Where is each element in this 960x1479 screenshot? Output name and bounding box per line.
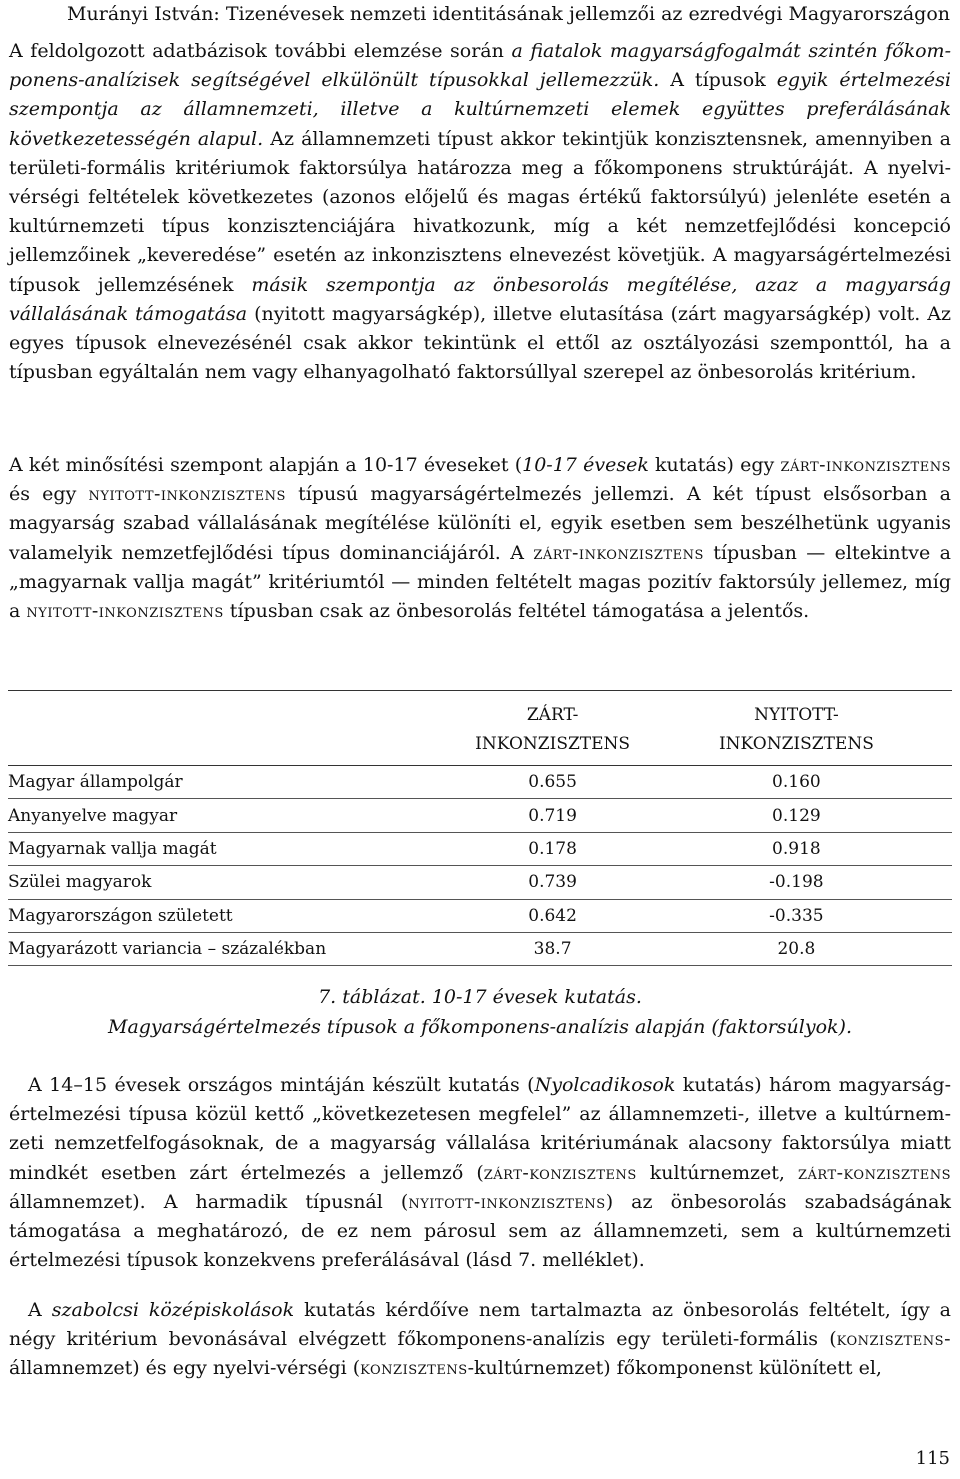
para3-text: A 14–15 évesek országos mintáján készült kutatás ( [28,1074,535,1096]
para4-study-name: szabolcsi középiskolások [51,1299,295,1321]
table-row [8,899,952,932]
caption-line-2: Magyarságértelmezés típusok a főkomponens-analízis alapján (faktorsúlyok). [107,1016,853,1038]
para3-type-term: zárt-konzisztens [483,1161,637,1184]
factor-loadings-table [8,690,952,966]
para3-study-name: Nyolcadikosok [534,1074,676,1096]
header-line: INKONZISZTENS [718,734,874,754]
row-label: Magyar állampolgár [8,772,183,793]
para2-text: és egy [9,483,89,506]
para3-text: államnemzet). A harmadik típusnál ( [9,1190,409,1213]
zart-value: 0.719 [528,805,577,826]
header-line: INKONZISZTENS [475,734,631,754]
para1-emphasis: egyik értelmezési szempontja az államnemzeti, illetve a kultúrnemzeti elemek együttes preferálásának következetességén alapul. [9,69,951,150]
para2-text: A két minősítési szempont alapján a 10-17 éveseket ( [9,454,523,476]
paragraph-types-intro [9,37,951,387]
para4-type-term: konzisztens- [836,1328,951,1351]
para3-text: kutatás) három magyarságértelmezési típusa közül kettő „következetesen megfelel” az államnemzeti-, illetve a kultúrnemzeti nemzetfelfogásoknak, de a magyarság vállalása kritériumának alacsony faktorsúlya miatt mindkét esetben zárt értelmezés a jellemző ( [9,1074,951,1184]
para2-type-term: nyitott-inkonzisztens [26,600,224,623]
caption-line-1: 7. táblázat. 10-17 évesek kutatás. [318,986,642,1008]
para2-type-term: zárt-inkonzisztens [533,541,704,564]
row-label: Magyarországon született [8,905,233,926]
factor-loadings-table-wrapper [8,690,952,966]
table-header-nyitott-inkonzisztens [641,691,952,766]
header-line: NYITOTT- [754,705,839,725]
page-number: 115 [915,1448,950,1469]
para1-emphasis: a fiatalok magyarságfogalmát szintén főkomponens-analízisek segítségével elkülönült típusokkal jellemezzük. [9,40,951,92]
para4-text: kutatás kérdőíve nem tartalmazta az önbesorolás feltételt, így a négy kritérium bevonásával elvégzett főkomponens-analízis egy területi-formális ( [9,1299,952,1351]
para1-text: A feldolgozott adatbázisok további elemzése során [9,40,512,62]
table-row [8,766,952,799]
para1-text: (nyitott magyarságkép), illetve elutasítása (zárt magyarságkép) volt. Az egyes típusok elnevezésénél csak akkor tekintünk el ettől az osztályozási szemponttól, ha a típusban egyáltalán nem vagy elhanyagolható faktorsúllyal szerepel az önbesorolás kritérium. [9,302,951,384]
row-label: Magyarázott variancia – százalékban [8,939,327,960]
para2-text: kutatás) egy [648,454,781,476]
zart-value: 38.7 [533,939,572,960]
running-head: Murányi István: Tizenévesek nemzeti identitásának jellemzői az ezredvégi Magyarországon [67,3,950,25]
zart-value: 0.655 [528,772,577,793]
table-row [8,932,952,965]
nyitott-value: -0.198 [769,872,824,893]
row-label: Szülei magyarok [8,872,152,893]
para3-text: ) az önbesorolás szabadságának támogatása a meghatározó, de ez nem párosul sem az államnemzeti, sem a kultúrnemzeti értelmezési típusok konzekvens preferálásával (lásd 7. melléklet). [9,1190,951,1272]
para3-type-term: zárt-konzisztens [797,1161,951,1184]
para2-type-term: nyitott-inkonzisztens [88,483,286,506]
table-row [8,799,952,832]
para1-text: Az államnemzeti típust akkor tekintjük konzisztensnek, amennyiben a területi-formális kritériumok faktorsúlya határozza meg a főkomponens struktúráját. A nyelvi-vérségi feltételek következetes (azonos előjelű és magas értékű faktorsúlyú) jelenléte esetén a kultúrnemzeti típus konzisztenciájára hivatkozunk, míg a két nemzetfejlődési koncepció jellemzőinek „keveredése” esetén az inkonzisztens elnevezést követjük. A magyarságértelmezési típusok jellemzésének [9,127,951,296]
nyitott-value: -0.335 [769,905,824,926]
para4-text: A [28,1299,52,1321]
paragraph-szabolcsi [9,1296,951,1384]
row-label: Anyanyelve magyar [8,805,178,826]
nyitott-value: 0.129 [772,805,821,826]
para4-text: -kultúrnemzet) főkomponenst különített el, [467,1357,882,1380]
para1-emphasis: másik szempontja az önbesorolás megítélése, azaz a magyarság vállalásának támogatása [9,273,952,325]
zart-value: 0.739 [528,872,577,893]
nyitott-value: 20.8 [777,939,816,960]
header-line: ZÁRT- [526,705,579,725]
paragraph-nyolcadikosok [9,1071,951,1275]
table-header-row [8,691,952,766]
zart-value: 0.642 [528,905,577,926]
para1-text: A típusok [659,69,777,92]
nyitott-value: 0.160 [772,772,821,793]
zart-value: 0.178 [528,838,577,859]
table-header-zart-inkonzisztens [464,691,640,766]
para3-text: kultúrnemzet, [636,1161,798,1184]
para2-text: típusú magyarságértelmezés jellemzi. A két típust elsősorban a magyarság szabad vállalásának megítélése különíti el, egyik esetben sem beszélhetünk ugyanis valamelyik nemzetfejlődési típus dominanciájáról. A [9,483,951,564]
para4-text: államnemzet) és egy nyelvi-vérségi ( [9,1357,361,1380]
paragraph-10-17-results [9,451,951,626]
para4-type-term: konzisztens [360,1357,468,1380]
table-row [8,866,952,899]
para2-study-name: 10-17 évesek [522,454,649,476]
para2-text: típusban — eltekintve a „magyarnak vallja magát” kritériumtól — minden feltételt magas pozitív faktorsúly jellemez, míg a [9,541,951,623]
nyitott-value: 0.918 [772,838,821,859]
table-row [8,832,952,865]
row-label: Magyarnak vallja magát [8,838,217,859]
para3-type-term: nyitott-inkonzisztens [408,1190,606,1213]
para2-text: típusban csak az önbesorolás feltétel támogatása a jelentős. [223,600,810,623]
table-header-empty [8,691,464,766]
para2-type-term: zárt-inkonzisztens [780,454,951,476]
table-caption [0,982,960,1042]
